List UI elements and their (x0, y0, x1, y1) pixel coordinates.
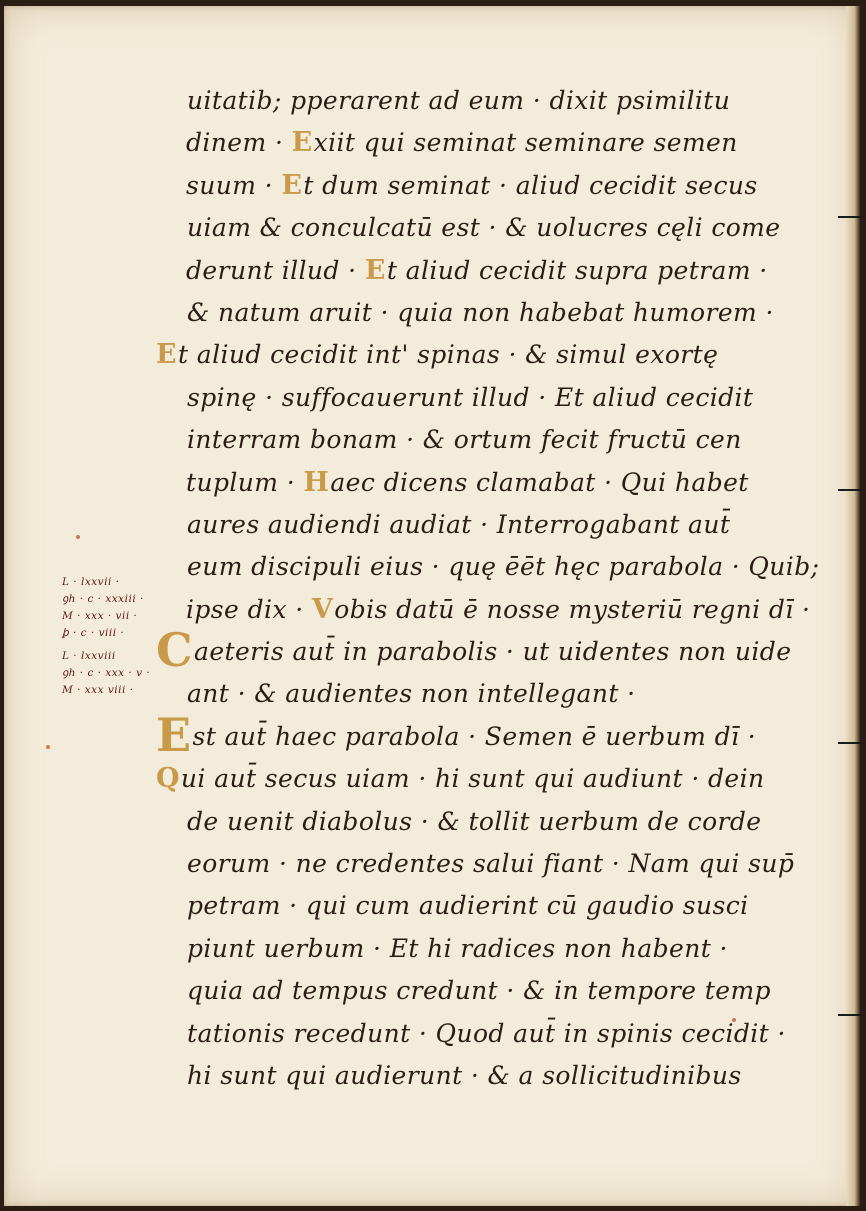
line-text: uiam & conculcatū est · & uolucres cęli come (187, 213, 781, 243)
text-line (186, 165, 786, 207)
line-prefix: tuplum · (186, 467, 304, 497)
line-text: hi sunt qui audierunt · & a sollicitudinibus (187, 1060, 742, 1090)
page-edge (846, 6, 860, 1206)
gold-initial: C (156, 623, 194, 678)
line-text: aeteris aut̄ in parabolis · ut uidentes non uide (194, 637, 792, 667)
margin-note: L · lxxviii (62, 650, 116, 662)
text-line (186, 801, 786, 843)
text-line (186, 589, 811, 631)
text-line (186, 292, 786, 334)
line-prefix: ipse dix · (186, 594, 312, 624)
gold-initial: H (303, 466, 330, 498)
line-text: & natum aruit · quia non habebat humorem · (187, 297, 774, 327)
text-line (186, 546, 820, 588)
gold-initial: E (291, 127, 313, 159)
text-line (186, 970, 786, 1012)
line-text: tationis recedunt · Quod aut̄ in spinis cecidit · (187, 1018, 786, 1048)
edge-mark (838, 489, 862, 491)
margin-note: ꝯh · c · xxxiii · (62, 593, 144, 605)
ink-speck (76, 535, 80, 539)
text-line (186, 1013, 786, 1055)
edge-mark (838, 216, 862, 218)
edge-mark (838, 742, 862, 744)
gold-initial: E (156, 339, 177, 371)
gold-initial: E (156, 707, 192, 762)
text-line (186, 504, 786, 546)
line-text: spinę · suffocauerunt illud · Et aliud cecidit (187, 382, 754, 412)
margin-note: L · lxxvii · (62, 576, 120, 588)
text-line (186, 885, 786, 927)
text-line (186, 1055, 786, 1097)
margin-note: ꝧ · c · viii · (62, 627, 125, 639)
gold-initial: E (281, 169, 303, 201)
text-line (186, 122, 786, 164)
text-line (186, 462, 786, 504)
line-text: petram · qui cum audierint cū gaudio susci (187, 891, 749, 921)
line-text: ui aut̄ secus uiam · hi sunt qui audiunt · dein (180, 764, 765, 794)
text-line (186, 250, 786, 292)
gold-initial: E (364, 254, 386, 286)
text-line (186, 419, 786, 461)
line-text: st aut̄ haec parabola · Semen ē uerbum dī · (192, 721, 757, 751)
gold-initial: Q (156, 763, 180, 795)
line-text: aec dicens clamabat · Qui habet (330, 467, 749, 497)
line-text: aures audiendi audiat · Interrogabant aut̄ (187, 509, 731, 539)
line-text: de uenit diabolus · & tollit uerbum de corde (187, 806, 762, 836)
line-text: xiit qui seminat seminare semen (313, 128, 738, 158)
text-line (186, 673, 786, 715)
edge-mark (838, 1014, 862, 1016)
line-text: obis datū ē nosse mysteriū regni dī · (334, 594, 811, 624)
text-line (156, 334, 786, 376)
text-line (186, 80, 786, 122)
line-prefix: dinem · (186, 128, 292, 158)
margin-note: M · xxx viii · (62, 684, 134, 696)
line-prefix: suum · (186, 170, 282, 200)
ink-speck (46, 745, 50, 749)
manuscript-text (156, 80, 820, 1097)
line-text: t aliud cecidit int' spinas · & simul exortę (177, 340, 719, 370)
line-prefix: derunt illud · (186, 255, 365, 285)
text-line (156, 758, 786, 800)
line-text: ant · & audientes non intellegant · (187, 679, 636, 709)
text-line (156, 623, 792, 678)
line-text: interram bonam · & ortum fecit fructū cen (187, 425, 742, 455)
marginal-concordance (62, 574, 154, 699)
line-text: t aliud cecidit supra petram · (386, 255, 768, 285)
line-text: eum discipuli eius · quę ēēt hęc parabola · Quib; (187, 552, 820, 582)
line-text: eorum · ne credentes salui fiant · Nam qui sup̄ (187, 849, 795, 879)
text-line (186, 207, 786, 249)
line-text: t dum seminat · aliud cecidit secus (303, 170, 758, 200)
margin-note: ꝯh · c · xxx · v · (62, 667, 151, 679)
text-line (186, 843, 795, 885)
line-text: quia ad tempus credunt · & in tempore temp (187, 976, 771, 1006)
text-line (156, 707, 786, 762)
text-line (186, 928, 786, 970)
margin-note: M · xxx · vii · (62, 610, 138, 622)
text-line (186, 377, 786, 419)
gold-initial: V (311, 593, 334, 625)
line-text: piunt uerbum · Et hi radices non habent · (187, 933, 728, 963)
line-text: uitatib; pperarent ad eum · dixit psimilitu (187, 86, 731, 115)
